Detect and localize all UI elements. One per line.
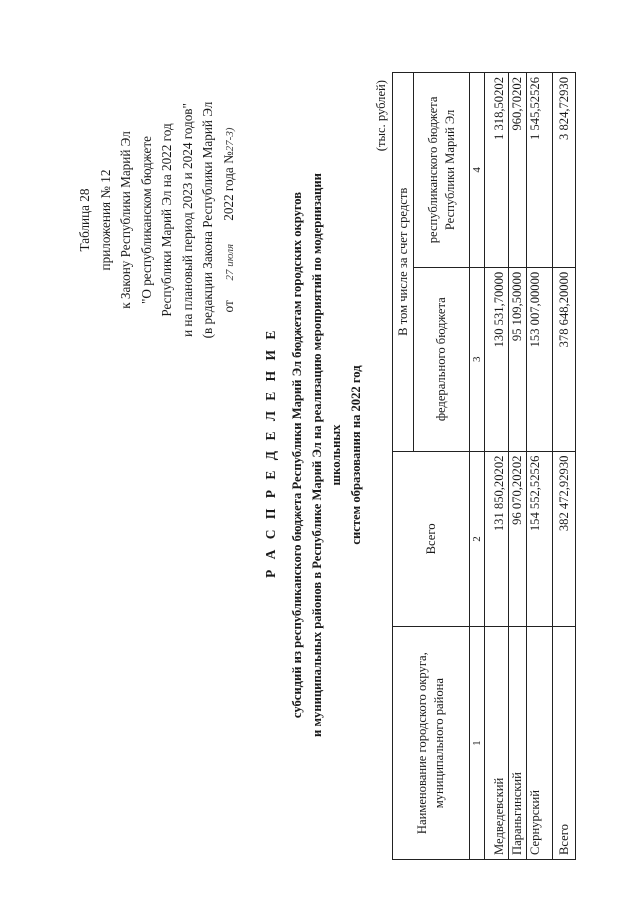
row-federal: 95 109,50000 (509, 267, 527, 451)
data-table (392, 72, 576, 860)
total-republic: 3 824,72930 (553, 73, 576, 268)
date-year: 2022 года № (220, 151, 236, 221)
header-line: к Закону Республики Марий Эл (118, 131, 133, 309)
date-handwritten: 27 июля (223, 243, 236, 281)
header-line: Республики Марий Эл на 2022 год (159, 123, 174, 317)
total-federal: 378 648,20000 (553, 267, 576, 451)
column-number: 1 (470, 627, 485, 860)
header-including: В том числе за счет средств (393, 73, 414, 452)
row-name: Параньгинский (509, 627, 527, 860)
document-subtitle (288, 145, 366, 765)
subtitle-line: систем образования на 2022 год (348, 365, 363, 545)
document-title: Р А С П Р Е Д Е Л Е Н И Е (263, 327, 278, 578)
row-republic: 1 318,50202 (485, 73, 509, 268)
column-number: 3 (470, 267, 485, 451)
column-number-row (470, 73, 485, 860)
units-label: (тыс. рублей) (374, 80, 388, 152)
header-total: Всего (393, 451, 470, 627)
subtitle-line: субсидий из республиканского бюджета Республики Марий Эл бюджетам городских округов (290, 191, 304, 719)
column-number: 2 (470, 451, 485, 627)
row-total: 131 850,20202 (485, 451, 509, 627)
row-republic: 960,70202 (509, 73, 527, 268)
total-name: Всего (553, 627, 576, 860)
header-republic: республиканского бюджета Республики Марий Эл (414, 73, 470, 268)
row-name: Медведевский (485, 627, 509, 860)
header-name: Наименование городского округа, муниципального района (393, 627, 470, 860)
table-row (527, 73, 553, 860)
row-republic: 1 545,52526 (527, 73, 553, 268)
header-line: (в редакции Закона Республики Марий Эл (200, 101, 215, 339)
table-row (485, 73, 509, 860)
header-federal: федерального бюджета (414, 267, 470, 451)
column-number: 4 (470, 73, 485, 268)
total-sum: 382 472,92930 (553, 451, 576, 627)
header-line: Таблица 28 (77, 188, 92, 252)
subtitle-line: и муниципальных районов в Республике Марий Эл на реализацию мероприятий по модернизации школьных (309, 173, 343, 737)
header-line: приложения № 12 (97, 169, 113, 271)
row-federal: 153 007,00000 (527, 267, 553, 451)
header-date-line (219, 55, 241, 385)
row-name: Сернурский (527, 627, 553, 860)
row-total: 154 552,52526 (527, 451, 553, 627)
row-federal: 130 531,70000 (485, 267, 509, 451)
header-line: "О республиканском бюджете (138, 135, 154, 305)
law-number-handwritten: 27-З) (223, 127, 236, 152)
header-line: и на плановый период 2023 и 2024 годов" (179, 103, 195, 337)
table-row (509, 73, 527, 860)
total-row (553, 73, 576, 860)
header-block (75, 55, 240, 385)
distribution-table (392, 72, 614, 860)
row-total: 96 070,20202 (509, 451, 527, 627)
date-prefix: от (220, 300, 236, 313)
